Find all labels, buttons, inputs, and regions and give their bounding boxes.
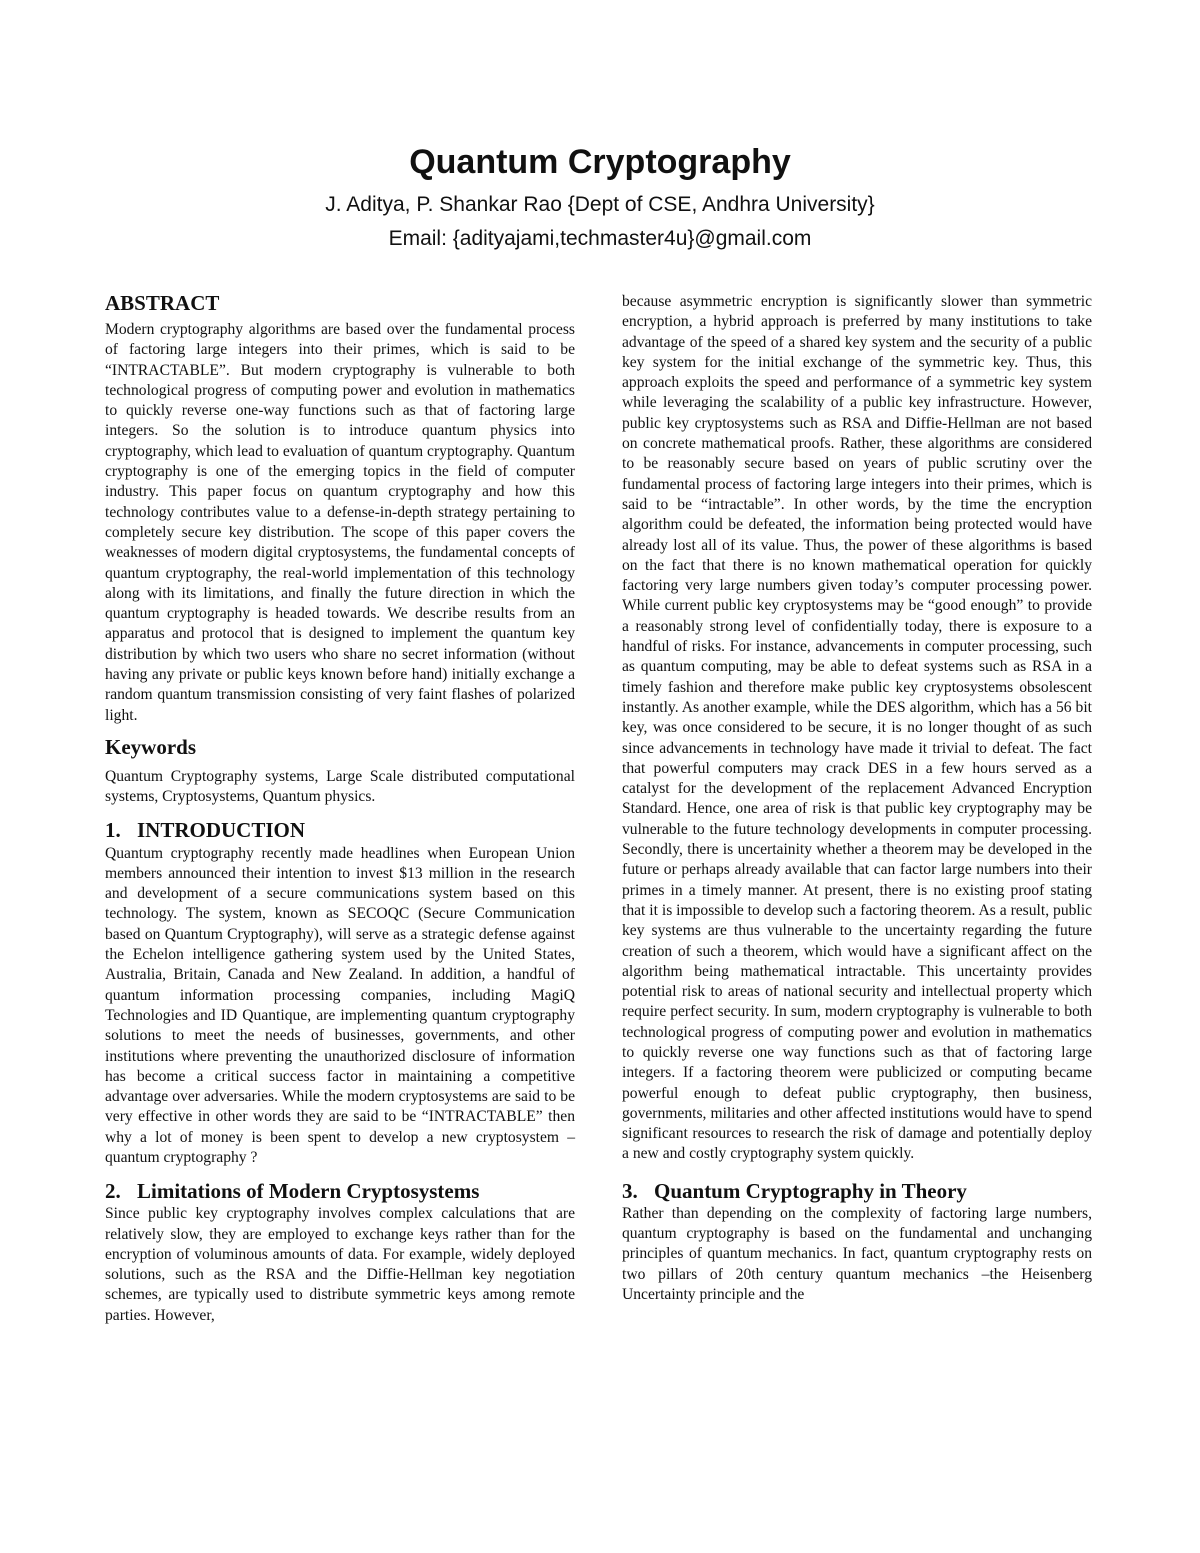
section-number: 3. [622, 1178, 638, 1203]
right-column [622, 292, 1092, 1305]
author-line: J. Aditya, P. Shankar Rao {Dept of CSE, Andhra University} [325, 193, 875, 216]
section-title: Limitations of Modern Cryptosystems [137, 1179, 480, 1204]
theory-heading [622, 1178, 1092, 1204]
keywords-text: Quantum Cryptography systems, Large Scale distributed computational systems, Cryptosystems, Quantum physics. [105, 767, 575, 806]
section-number: 1. [105, 817, 121, 842]
section-number: 2. [105, 1179, 121, 1204]
abstract-text: Modern cryptography algorithms are based over the fundamental process of factoring large integers into their primes, which is said to be “INTRACTABLE”. But modern cryptography is vulnerable to both technological progress of computing power and evolution in mathematics to quickly reverse one-way functions such as that of factoring large integers. So the solution is to introduce quantum physics into cryptography, which lead to evaluation of quantum cryptography. Quantum cryptography is one of the emerging topics in the field of computer industry. This paper focus on quantum cryptography and how this technology contributes value to a defense-in-depth strategy pertaining to completely secure key distribution. The scope of this paper covers the weaknesses of modern digital cryptosystems, the fundamental concepts of quantum cryptography, the real-world implementation of this technology along with its limitations, and finally the future direction in which the quantum cryptography is headed towards. We describe results from an apparatus and protocol that is designed to implement the quantum key distribution by which two users who share no secret information (without having any private or public keys known before hand) initially exchange a random quantum transmission consisting of very faint flashes of polarized light. [105, 321, 575, 724]
paper-title: Quantum Cryptography [409, 143, 791, 181]
email-line: Email: {adityajami,techmaster4u}@gmail.com [388, 227, 812, 250]
section-title: INTRODUCTION [137, 817, 306, 842]
section-title: Quantum Cryptography in Theory [654, 1178, 967, 1203]
left-column [105, 290, 575, 1326]
limitations-text-right: because asymmetric encryption is significantly slower than symmetric encryption, a hybrid approach is preferred by many institutions to take advantage of the speed of a shared key system and the security of a public key system for the initial exchange of the symmetric key. Thus, this approach exploits the speed and performance of a symmetric key system while leveraging the scalability of a public key infrastructure. However, public key cryptosystems such as RSA and Diffie-Hellman are not based on concrete mathematical proofs. Rather, these algorithms are considered to be reasonably secure based on years of public scrutiny over the fundamental process of factoring large integers into their primes, which is said to be “intractable”. In other words, by the time the encryption algorithm could be defeated, the information being protected would have already lost all of its value. Thus, the power of these algorithms is based on the fact that there is no known mathematical operation for quickly factoring very large numbers given today’s computer processing power. While current public key cryptosystems may be “good enough” to provide a reasonably strong level of confidentially today, there is exposure to a handful of risks. For instance, advancements in computer processing, such as quantum computing, may be able to defeat systems such as RSA in a timely fashion and therefore make public key cryptosystems obsolescent instantly. As another example, while the DES algorithm, which has a 56 bit key, was once considered to be secure, it is no longer thought of as such since advancements in technology have made it trivial to defeat. The fact that powerful computers may crack DES in a few hours served as a catalyst for the development of the replacement Advanced Encryption Standard. Hence, one area of risk is that public key cryptography may be vulnerable to the future technology developments in computer processing. Secondly, there is uncertainity whether a theorem may be developed in the future or perhaps already available that can factor large numbers into their primes in a timely manner. At present, there is no existing proof stating that it is impossible to develop such a factoring theorem. As a result, public key systems are thus vulnerable to the uncertainty regarding the future creation of such a theorem, which would have a significant affect on the algorithm being mathematical intractable. This uncertainty provides potential risk to areas of national security and intellectual property which require perfect security. In sum, modern cryptography is vulnerable to both technological progress of computing power and evolution in mathematics to quickly reverse one way functions such as that of factoring large integers. If a factoring theorem were publicized or computing became powerful enough to defeat public cryptography, then business, governments, militaries and other affected institutions would have to spend significant resources to research the risk of damage and potentially deploy a new and costly cryptography system quickly. [622, 293, 1092, 1163]
keywords-heading: Keywords [105, 734, 196, 759]
introduction-heading [105, 817, 575, 843]
limitations-text-left: Since public key cryptography involves complex calculations that are relatively slow, they are employed to exchange keys rather than for the encryption of voluminous amounts of data. For example, widely deployed solutions, such as the RSA and the Diffie-Hellman key negotiation schemes, are typically used to distribute symmetric keys among remote parties. However, [105, 1205, 575, 1324]
limitations-heading [105, 1178, 575, 1204]
introduction-text: Quantum cryptography recently made headlines when European Union members announced their intention to invest $13 million in the research and development of a secure communications system based on this technology. The system, known as SECOQC (Secure Communication based on Quantum Cryptography), will serve as a strategic defense against the Echelon intelligence gathering system used by the United States, Australia, Britain, Canada and New Zealand. In addition, a handful of quantum information processing companies, including MagiQ Technologies and ID Quantique, are implementing quantum cryptography solutions to meet the needs of businesses, governments, and other institutions where preventing the unauthorized disclosure of information has become a critical success factor in maintaining a competitive advantage over adversaries. While the modern cryptosystems are said to be very effective in other words they are said to be “INTRACTABLE” then why a lot of money is been spent to develop a new cryptosystem – quantum cryptography ? [105, 844, 575, 1166]
theory-text: Rather than depending on the complexity of factoring large numbers, quantum cryptography is based on the fundamental and unchanging principles of quantum mechanics. In fact, quantum cryptography rests on two pillars of 20th century quantum mechanics –the Heisenberg Uncertainty principle and the [622, 1204, 1092, 1303]
abstract-heading: ABSTRACT [105, 291, 220, 315]
